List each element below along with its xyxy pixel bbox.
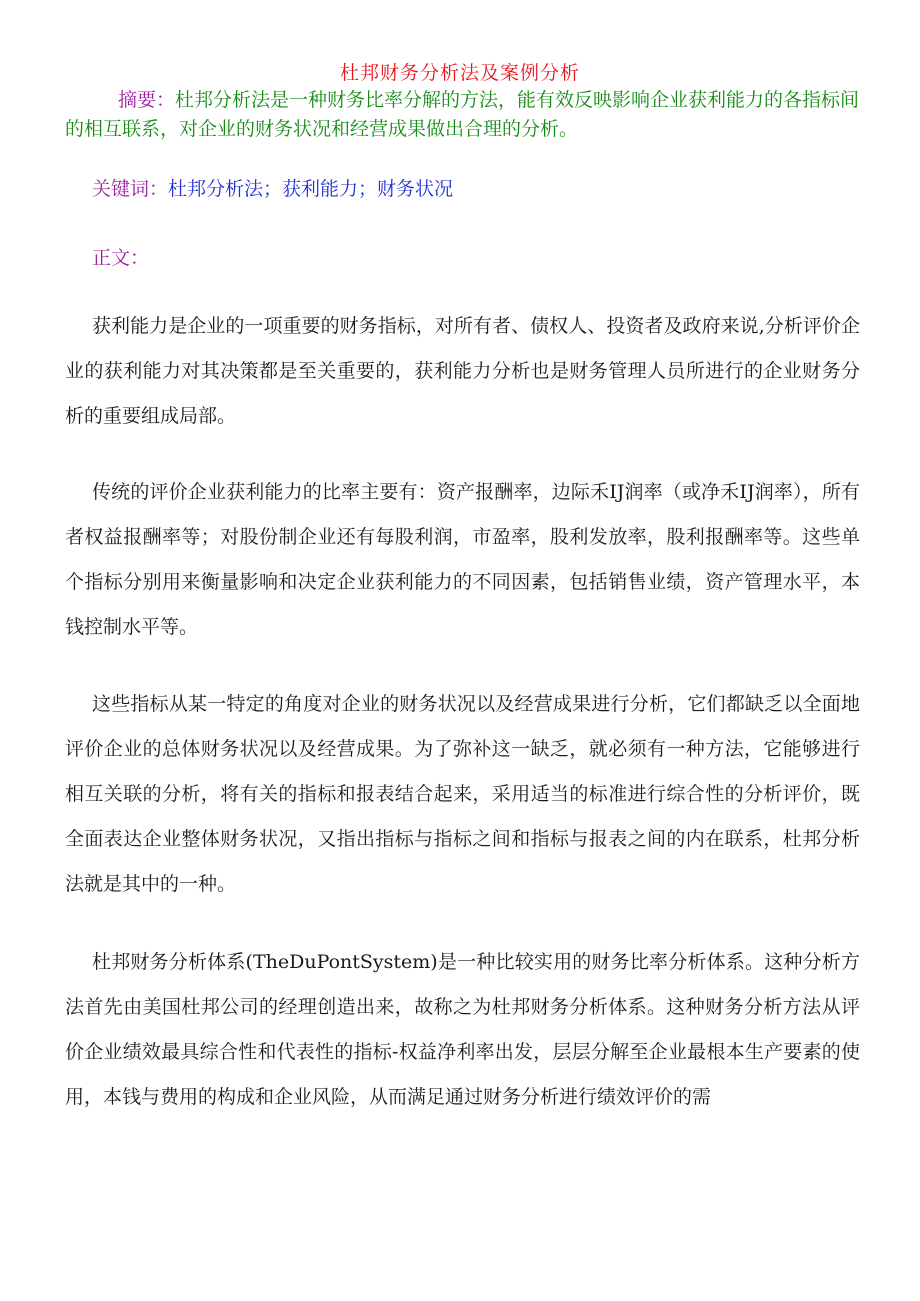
paragraph-4: 杜邦财务分析体系(TheDuPontSystem)是一种比较实用的财务比率分析体系。这种分析方法首先由美国杜邦公司的经理创造出来，故称之为杜邦财务分析体系。这种财务分析方法从评价企业绩效最具综合性和代表性的指标-权益净利率出发，层层分解至企业最根本生产要素的使用，本钱与费用的构成和企业风险，从而满足通过财务分析进行绩效评价的需: [65, 951, 860, 1108]
paragraph-3: 这些指标从某一特定的角度对企业的财务状况以及经营成果进行分析，它们都缺乏以全面地评价企业的总体财务状况以及经营成果。为了弥补这一缺乏，就必须有一种方法，它能够进行相互关联的分析，将有关的指标和报表结合起来，采用适当的标准进行综合性的分析评价，既全面表达企业整体财务状况，又指出指标与指标之间和指标与报表之间的内在联系，杜邦分析法就是其中的一种。: [65, 693, 860, 895]
keywords: [92, 174, 862, 204]
paragraph-1: 获利能力是企业的一项重要的财务指标，对所有者、债权人、投资者及政府来说,分析评价企业的获利能力对其决策都是至关重要的，获利能力分析也是财务管理人员所进行的企业财务分析的重要组成局部。: [65, 315, 860, 427]
abstract-label: 摘要：: [118, 89, 176, 111]
document-title: 杜邦财务分析法及案例分析: [339, 62, 580, 84]
abstract: [65, 86, 860, 144]
paragraph-2: 传统的评价企业获利能力的比率主要有：资产报酬率，边际禾IJ润率（或净禾IJ润率），所有者权益报酬率等；对股份制企业还有每股利润，市盈率，股利发放率，股利报酬率等。这些单个指标分别用来衡量影响和决定企业获利能力的不同因素，包括销售业绩，资产管理水平，本钱控制水平等。: [65, 481, 860, 638]
body-label: 正文：: [92, 247, 150, 269]
keywords-label: 关键词：: [92, 178, 169, 200]
keywords-text: 杜邦分析法；获利能力；财务状况: [168, 178, 454, 200]
abstract-text: 杜邦分析法是一种财务比率分解的方法，能有效反映影响企业获利能力的各指标间的相互联系，对企业的财务状况和经营成果做出合理的分析。: [65, 89, 860, 140]
